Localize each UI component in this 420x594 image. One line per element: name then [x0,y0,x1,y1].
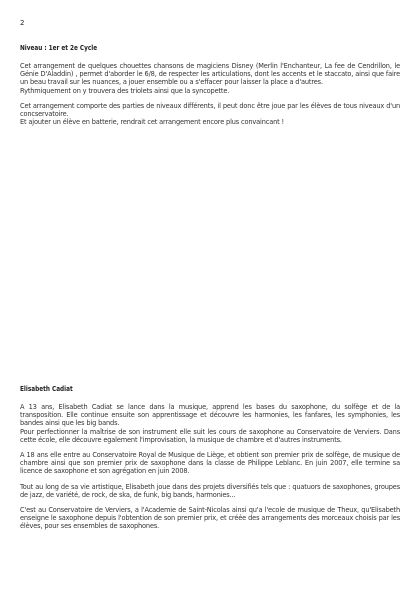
biography-paragraph-1: A 13 ans, Elisabeth Cadiat se lance dans la musique, apprend les bases du saxophone, du solfège et de la transposition. Elle continue ensuite son apprentissage et découvre les harmonies, les fanfares, les symphonies, les bandes ainsi que les big bands. [20,403,400,428]
level-paragraph-1b: Rythmiquement on y trouvera des triolets ainsi que la syncopette. [20,86,230,95]
biography-paragraph-4: C'est au Conservatoire de Verviers, a l'Academie de Saint-Nicolas ainsi qu'a l'ecole de musique de Theux, qu'Elisabeth enseigne le saxophone depuis l'obtention de son premier prix, et créée des arrangements des morceaux choisis par les élèves, pour ses ensembles de saxophones. [20,506,400,531]
level-paragraph-2b: Et ajouter un élève en batterie, rendrait cet arrangement encore plus convaincant ! [20,118,285,127]
biography-paragraph-3: Tout au long de sa vie artistique, Elisabeth joue dans des projets diversifiés tels que : quatuors de saxophones, groupes de jazz, de variété, de rock, de ska, de funk, big bands, harmonies... [20,482,400,499]
level-section [20,44,400,133]
level-paragraph-1: Cet arrangement de quelques chouettes chansons de magiciens Disney (Merlin l'Enchanteur, La fee de Cendrillon, le Génie D'Aladdin) , permet d'aborder le 6/8, de respecter les articulations, dont les accents et le staccato, ainsi que faire un beau travail sur les nuances, a jouer ensemble ou a s'effacer pour laisser la place a d'autres. [20,62,400,87]
biography-heading: Elisabeth Cadiat [20,385,73,393]
biography-paragraph-2: A 18 ans elle entre au Conservatoire Royal de Musique de Liège, et obtient son premier prix de solfège, de musique de chambre ainsi que son premier prix de saxophone dans la classe de Philippe Leblanc. En juin 2007, elle termine sa licence de saxophone et son agrégation en juin 2008. [20,451,400,476]
biography-section [20,385,400,538]
page-number: 2 [20,19,25,27]
level-paragraph-2: Cet arrangement comporte des parties de niveaux différents, il peut donc être joue par les élèves de tous niveaux d'un concservatoire. [20,101,400,119]
level-heading: Niveau : 1er et 2e Cycle [20,44,98,52]
biography-paragraph-1b: Pour perfectionner la maîtrise de son instrument elle suit les cours de saxophone au Conservatoire de Verviers. Dans cette école, elle découvre egalement l'improvisation, la musique de chambre et d'autres instruments. [20,427,400,444]
